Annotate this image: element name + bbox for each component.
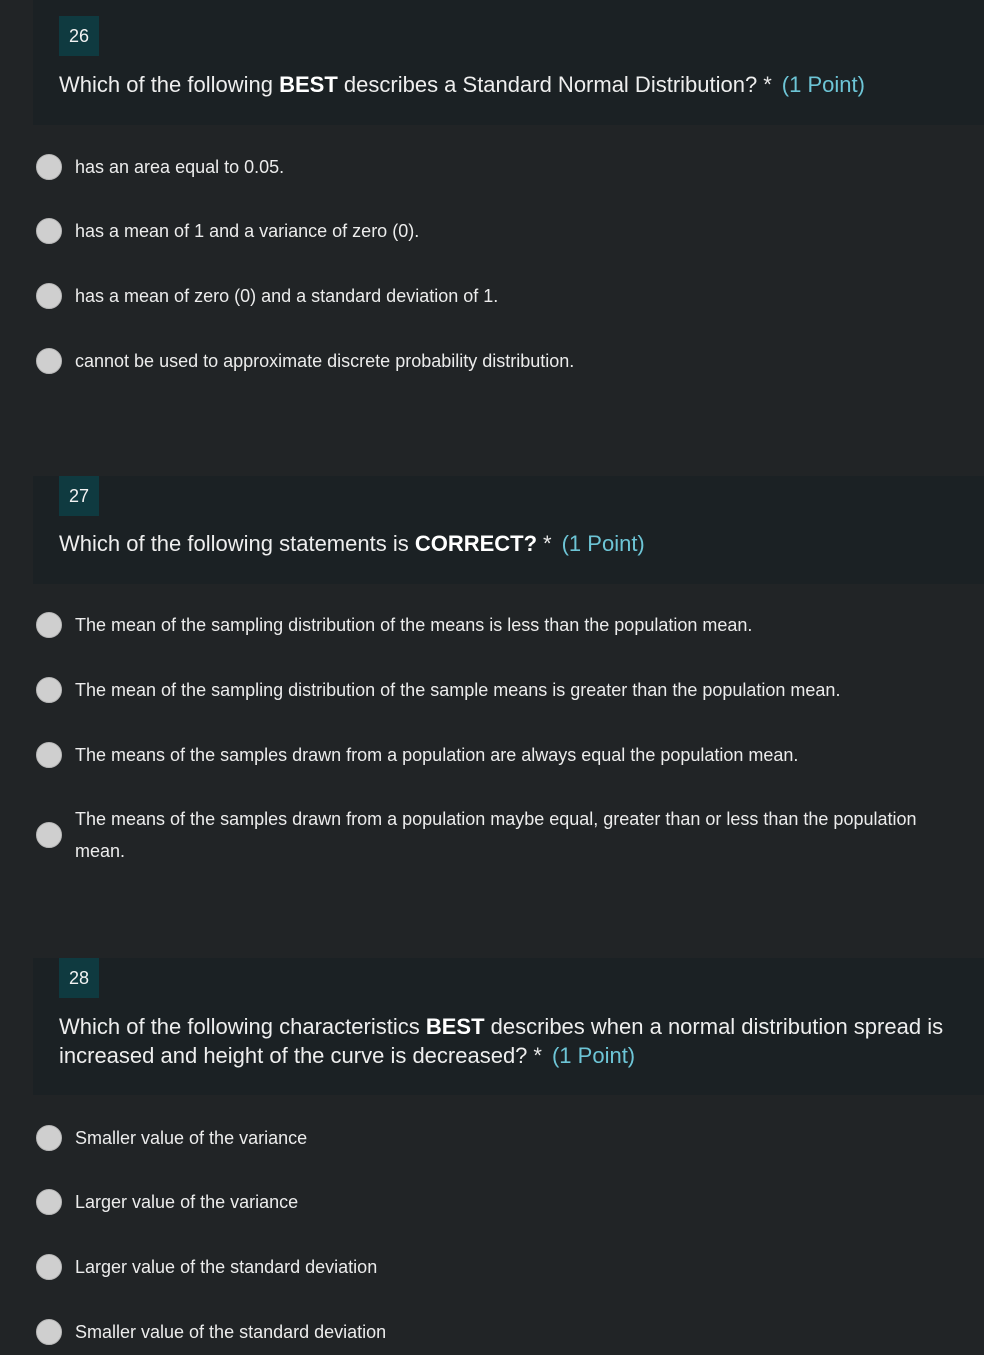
question-points: (1 Point) bbox=[781, 72, 865, 97]
option-label: Smaller value of the standard deviation bbox=[75, 1322, 387, 1342]
question-points: (1 Point) bbox=[551, 1043, 636, 1068]
question-header-28 bbox=[33, 958, 984, 1095]
answer-option-28-1[interactable] bbox=[36, 1122, 954, 1154]
radio-button[interactable] bbox=[36, 822, 62, 848]
question-text-emphasis: BEST bbox=[425, 1014, 485, 1039]
answer-option-26-4[interactable] bbox=[36, 345, 954, 377]
required-asterisk: * bbox=[763, 72, 772, 97]
question-text bbox=[59, 1012, 966, 1070]
option-label: The mean of the sampling distribution of the sample means is greater than the population mean. bbox=[75, 680, 841, 700]
answer-option-28-4[interactable] bbox=[36, 1316, 954, 1348]
radio-button[interactable] bbox=[36, 612, 62, 638]
question-text-end: describes a Standard Normal Distribution? bbox=[337, 72, 758, 97]
question-text-start: Which of the following statements is bbox=[59, 531, 415, 556]
question-text-emphasis: CORRECT? bbox=[414, 531, 538, 556]
radio-button[interactable] bbox=[36, 1189, 62, 1215]
radio-button[interactable] bbox=[36, 1254, 62, 1280]
required-asterisk: * bbox=[543, 531, 552, 556]
question-text-start: Which of the following characteristics bbox=[59, 1014, 426, 1039]
radio-button[interactable] bbox=[36, 283, 62, 309]
radio-button[interactable] bbox=[36, 677, 62, 703]
question-header-26 bbox=[33, 0, 984, 125]
option-label: The means of the samples drawn from a population are always equal the population mean. bbox=[75, 745, 799, 765]
answer-option-27-1[interactable] bbox=[36, 609, 954, 641]
answer-option-28-2[interactable] bbox=[36, 1186, 954, 1218]
option-label: has a mean of zero (0) and a standard deviation of 1. bbox=[75, 286, 499, 306]
option-label: Larger value of the standard deviation bbox=[75, 1257, 378, 1277]
radio-button[interactable] bbox=[36, 1319, 62, 1345]
question-number-badge: 26 bbox=[59, 16, 99, 56]
radio-button[interactable] bbox=[36, 348, 62, 374]
required-asterisk: * bbox=[533, 1043, 542, 1068]
answer-option-28-3[interactable] bbox=[36, 1251, 954, 1283]
answer-option-26-3[interactable] bbox=[36, 280, 954, 312]
option-label: Smaller value of the variance bbox=[75, 1128, 308, 1148]
option-label: has a mean of 1 and a variance of zero (0). bbox=[75, 221, 420, 241]
radio-button[interactable] bbox=[36, 742, 62, 768]
answer-option-27-2[interactable] bbox=[36, 674, 954, 706]
option-label: cannot be used to approximate discrete probability distribution. bbox=[75, 351, 575, 371]
answer-option-26-2[interactable] bbox=[36, 215, 954, 247]
question-header-27 bbox=[33, 476, 984, 584]
option-label: Larger value of the variance bbox=[75, 1192, 299, 1212]
question-text-end: describes when a normal distribution spread is increased and height of the curve is decreased? bbox=[59, 1014, 944, 1068]
question-points: (1 Point) bbox=[561, 531, 645, 556]
question-number-badge: 27 bbox=[59, 476, 99, 516]
question-text bbox=[59, 529, 966, 558]
question-text-start: Which of the following bbox=[59, 72, 280, 97]
answer-option-27-3[interactable] bbox=[36, 739, 954, 771]
question-number-badge: 28 bbox=[59, 958, 99, 998]
question-text-emphasis: BEST bbox=[279, 72, 338, 97]
radio-button[interactable] bbox=[36, 1125, 62, 1151]
radio-button[interactable] bbox=[36, 154, 62, 180]
answer-option-27-4[interactable] bbox=[36, 803, 954, 867]
option-label: has an area equal to 0.05. bbox=[75, 157, 285, 177]
option-label: The means of the samples drawn from a population maybe equal, greater than or less than the population mean. bbox=[75, 809, 917, 861]
question-text bbox=[59, 70, 966, 99]
answer-option-26-1[interactable] bbox=[36, 151, 954, 183]
option-label: The mean of the sampling distribution of the means is less than the population mean. bbox=[75, 615, 753, 635]
radio-button[interactable] bbox=[36, 218, 62, 244]
